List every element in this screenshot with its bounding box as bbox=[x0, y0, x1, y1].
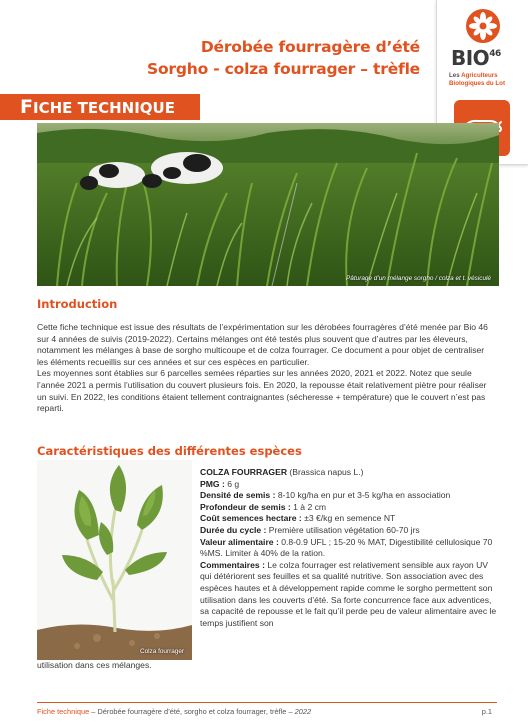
banner-label: FICHE TECHNIQUE bbox=[20, 96, 175, 118]
document-title bbox=[0, 36, 420, 80]
page-number: p.1 bbox=[481, 707, 492, 716]
introduction-paragraph-2: Les moyennes sont établies sur 6 parcelles semées réparties sur les années 2020, 2021 et 2022. Notez que seule l’année 2021 a permis l’utilisation du couvert plusieurs fois. En 2020, la repousse était relativement piètre pour réaliser un suivi. En 2022, les conditions étaient tellement contraignantes (sécheresse + température) que le couvert n’est pas reparti. bbox=[37, 368, 487, 414]
footer-text: Fiche technique – Dérobée fourragère d’été, sorgho et colza fourrager, trèfle – 2022 bbox=[37, 707, 312, 716]
colza-photo-caption: Colza fourrager bbox=[139, 648, 184, 655]
pasture-illustration bbox=[37, 123, 499, 286]
hero-caption: Pâturage d’un mélange sorgho / colza et t. vésiculé bbox=[346, 275, 491, 282]
hero-photo bbox=[37, 123, 499, 286]
colza-photo bbox=[37, 460, 192, 660]
flower-icon bbox=[465, 8, 501, 44]
colza-plant-illustration bbox=[37, 460, 192, 660]
species-heading: COLZA FOURRAGER (Brassica napus L.) bbox=[200, 467, 364, 477]
spec-row: Densité de semis : 8-10 kg/ha en pur et 3-5 kg/ha en association bbox=[200, 490, 451, 501]
spec-row: Valeur alimentaire : 0.8-0.9 UFL ; 15-20 % MAT, Digestibilité cellulosique 70 %MS. Limiter à 40% de la ration. bbox=[200, 536, 493, 559]
spec-row: Commentaires : Le colza fourrager est relativement sensible aux rayon UV qui détériorent ses feuilles et sa qualité nutritive. Son association avec des espèces hautes et à développement rapide comme le sorgho permettent son utilisation dans les couverts d’été. Sa forte concurrence face aux adventices, sa capacité de repousse et le fait qu’il perde peu de valeur alimentaire avec le temps justifient son bbox=[200, 559, 497, 628]
introduction-paragraph-1: Cette fiche technique est issue des résultats de l’expérimentation sur les dérobées fourragères d’été menée par Bio 46 sur 4 années de suivis (2019-2022). Certains mélanges ont été testés plus souvent que d’autres par les éleveurs, notamment les mélanges à base de sorgho multicoupe et de colza fourrager. Ce document a pour objet de centraliser les éléments recueillis sur ces années et sur ces espèces en particulier. bbox=[37, 322, 488, 367]
logo-brand: BIO$^{46}$ bbox=[451, 46, 501, 70]
colza-description-tail: utilisation dans ces mélanges. bbox=[37, 660, 152, 670]
title-line-2: Sorgho - colza fourrager – trèfle bbox=[147, 60, 420, 78]
logo-subtitle: Les Agriculteurs Biologiques du Lot bbox=[449, 72, 506, 87]
introduction-text bbox=[37, 322, 497, 415]
spec-row: Coût semences hectare : ±3 €/kg en semence NT bbox=[200, 513, 396, 524]
introduction-title: Introduction bbox=[37, 297, 118, 311]
characteristics-title: Caractéristiques des différentes espèces bbox=[37, 444, 302, 458]
title-line-1: Dérobée fourragère d’été bbox=[200, 38, 420, 56]
footer-divider bbox=[37, 702, 497, 703]
spec-row: Profondeur de semis : 1 à 2 cm bbox=[200, 501, 327, 512]
spec-row: Durée du cycle : Première utilisation végétation 60-70 jrs bbox=[200, 524, 420, 535]
colza-description bbox=[200, 467, 500, 629]
spec-row: PMG : 6 g bbox=[200, 478, 240, 489]
